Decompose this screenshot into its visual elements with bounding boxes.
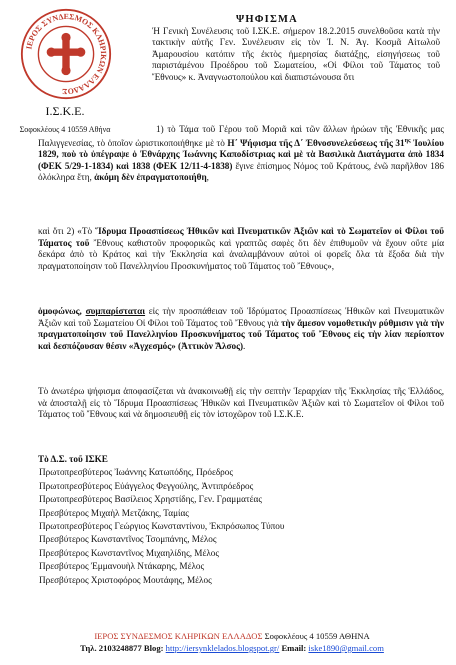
document-title: ΨΗΦΙΣΜΑ <box>236 14 298 25</box>
board-member: Πρεσβύτερος Κωνσταντῖνος Τσομπάνης, Μέλος <box>39 534 217 545</box>
intro-paragraph: Ἡ Γενικὴ Συνέλευσις τοῦ Ι.ΣΚ.Ε. σήμερον 18.2.2015 συνελθοῦσα κατὰ τὴν τακτικὴν αὐτῆς Γεν. Συνέλευσιν εἰς τὸν Ἱ. Ν. Ἁγ. Κοσμᾶ Αἰτωλοῦ Ἀμαρουσίου κατόπιν τῆς ἐκτὸς ἡμερησίας διατάξῃς, εἰσηγήσεως τοῦ παριστάμένου Προέδρου τοῦ Σωματείου, «Οἱ Φίλοι τοῦ Τάματος τοῦ Ἔθνους» κ. Ἀναγνωστοπούλου καὶ διαπιστώνουσα ὅτι <box>152 26 440 82</box>
board-member: Πρεσβύτερος Ἐμμανουὴλ Ντάκαρης, Μέλος <box>39 561 205 572</box>
blog-link[interactable]: http://iersynklelados.blogspot.gr/ <box>165 643 280 653</box>
board-member: Πρωτοπρεσβύτερος Βασίλειος Χρηστίδης, Γεν. Γραμματέας <box>39 494 262 505</box>
footer-phone: 2103248877 <box>98 643 142 653</box>
board-signatures <box>38 453 444 587</box>
svg-text:ΙΕΡΟΣ ΣΥΝΔΕΣΜΟΣ ΚΛΗΡΙΚΩΝ ΕΛΛΑΔ: ΙΕΡΟΣ ΣΥΝΔΕΣΜΟΣ ΚΛΗΡΙΚΩΝ ΕΛΛΑΔΟΣ <box>24 12 109 97</box>
footer-org-name: ΙΕΡΟΣ ΣΥΝΔΕΣΜΟΣ ΚΛΗΡΙΚΩΝ ΕΛΛΑΔΟΣ <box>94 631 263 641</box>
board-member: Πρεσβύτερος Χριστοφόρος Μουτάφης, Μέλος <box>39 574 212 585</box>
footer-address: Σοφοκλέους 4 10559 ΑΘΗΝΑ <box>264 631 370 641</box>
paragraph-2: καὶ ὅτι 2) «Τὸ Ἵδρυμα Προασπίσεως Ἠθικῶν καὶ Πνευματικῶν Ἀξιῶν καὶ τὸ Σωματεῖον οἱ Φίλοι τοῦ Τάματος τοῦ Ἔθνους καθιστοῦν προφορικῶς καὶ γραπτῶς σαφὲς ὅτι δὲν ἐπιθυμοῦν νὰ ἔχουν οὔτε μία δεκάρα ἀπὸ τὸ Κράτος καὶ τὴν Ἐκκλησία καὶ ἀναλαμβάνουν αὐτοὶ οἱ φορεῖς ὅλα τὰ ἔξοδα διὰ τὴν πραγματοποίησιν τοῦ Πανελληνίου Προσκυνήματος τοῦ Τάματος τοῦ Ἔθνους», <box>38 226 445 271</box>
association-seal-logo <box>20 8 112 100</box>
board-member: Πρωτοπρεσβύτερος Ἰωάννης Κατωπόδης, Πρόεδρος <box>39 467 233 478</box>
footer-line-org <box>22 630 442 642</box>
board-heading: Τὸ Δ.Σ. τοῦ ΙΣΚΕ <box>38 454 108 464</box>
cross-icon <box>47 33 86 75</box>
board-member: Πρεσβύτερος Μιχαὴλ Μετζάκης, Ταμίας <box>39 507 189 518</box>
paragraph-3: ὁμοφώνως, συμπαρίσταται εἰς τὴν προσπάθειαν τοῦ Ἱδρύματος Προασπίσεως Ἠθικῶν καὶ Πνευματικῶν Ἀξιῶν καὶ τοῦ Σωματείου Οἱ Φίλοι τοῦ Τάματος τοῦ Ἔθνους γιὰ τὴν ἄμεσον νομοθετικὴν ρύθμισιν γιὰ τὴν πραγματοποίησιν τοῦ Πανελληνίου Προσκυνήματος τοῦ Τάματος τοῦ Ἔθνους εἰς τὴν λίαν περίοπτον καὶ δεσπόζουσαν θέσιν «Ἀγχεσμός» (Ἀττικὸν Ἄλσος). <box>38 306 444 351</box>
board-member: Πρωτοπρεσβύτερος Εὐάγγελος Φεγγούλης, Ἀντιπρόεδρος <box>39 480 254 491</box>
paragraph-4: Τὸ ἀνωτέρω ψήφισμα ἀποφασίζεται νὰ ἀνακοινωθῇ εἰς τὴν σεπτὴν Ἱεραρχίαν τῆς Ἐκκλησίας τῆς Ἑλλάδος, νὰ ἀποσταλῇ εἰς τὸ Ἵδρυμα Προασπίσεως Ἠθικῶν καὶ Πνευματικῶν Ἀξιῶν καὶ τὸ Σωματεῖον οἱ Φίλοι τοῦ Τάματος τοῦ Ἔθνους καὶ νὰ δημοσιευθῇ εἰς τὸν ἱστοχῶρον τοῦ Ι.Σ.Κ.Ε. <box>38 386 444 420</box>
org-address: Σοφοκλέους 4 10559 Αθήνα <box>19 125 111 134</box>
board-member: Πρωτοπρεσβύτερος Γεώργιος Κωνσταντίνου, Ἐκπρόσωπος Τύπου <box>39 521 285 532</box>
board-member: Πρεσβύτερος Κωνσταντῖνος Μιχαηλίδης, Μέλος <box>39 547 220 558</box>
email-link[interactable]: iske1890@gmail.com <box>308 643 384 653</box>
paragraph-1: 1) τὸ Τάμα τοῦ Γέρου τοῦ Μοριᾶ καὶ τῶν ἄλλων ἡρώων τῆς Ἐθνικῆς μας Παλιγγενεσίας, τὸ ὁποῖον ὡριστικοποιήθηκε μὲ τὸ Η΄ Ψήφισμα τῆς Δ΄ Ἐθνοσυνελεύσεως τῆς $31^{\eta\varsigma}$ Ἰουλίου 1829, ποὺ τὸ ὑπέγραψε ὁ Ἐθνάρχης Ἰωάννης Καποδίστριας καὶ μὲ τὰ Βασιλικὰ Διατάγματα ἀπὸ 1834 (ΦΕΚ 5/29-1-1834) καὶ 1838 (ΦΕΚ 12/11-4-1838) ἔγινε ἐπίσημος Νόμος τοῦ Κράτους, ἐνῶ παρῆλθον 186 ὁλόκληρα ἔτη, ἀκόμη δὲν ἐπραγματοποιήθη, <box>38 124 444 183</box>
page-footer <box>22 630 442 654</box>
footer-line-contact: Τηλ. 2103248877 Blog: http://iersynklelados.blogspot.gr/ Email: iske1890@gmail.com <box>80 643 384 653</box>
org-abbreviation: Ι.Σ.Κ.Ε. <box>45 104 85 118</box>
